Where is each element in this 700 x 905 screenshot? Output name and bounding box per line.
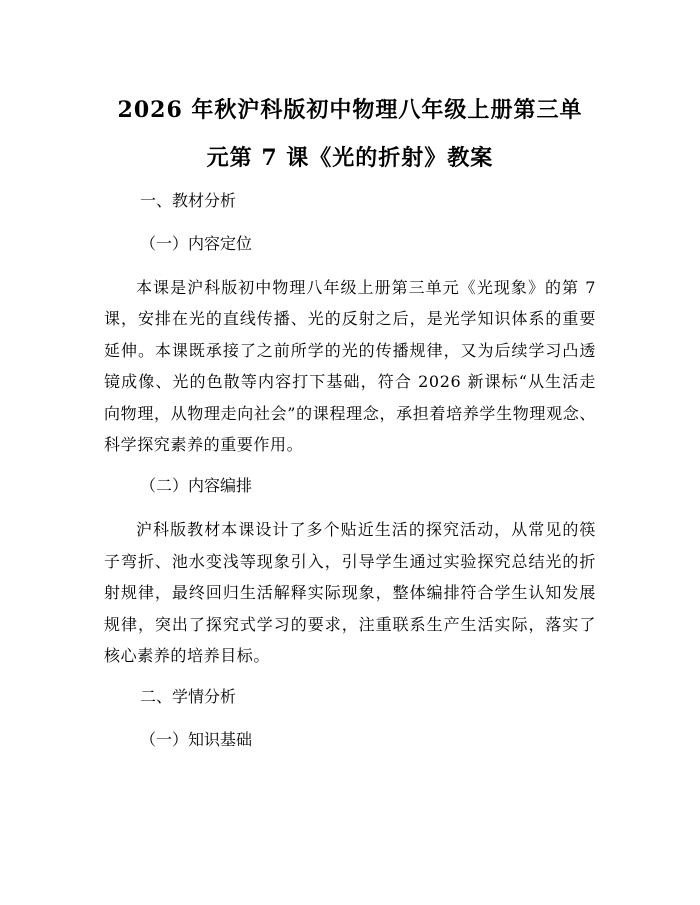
subsection-heading-knowledge-base: （一）知识基础 bbox=[140, 730, 253, 750]
section-heading-textbook-analysis: 一、教材分析 bbox=[140, 191, 237, 210]
subsection-heading-content-arrangement: （二）内容编排 bbox=[140, 476, 253, 496]
document-body bbox=[104, 186, 596, 768]
title-line-2: 元第 7 课《光的折射》教案 bbox=[206, 145, 494, 171]
title-line-1: 2026 年秋沪科版初中物理八年级上册第三单 bbox=[117, 97, 583, 123]
paragraph-content-arrangement: 沪科版教材本课设计了多个贴近生活的探究活动，从常见的筷子弯折、池水变浅等现象引入，引导学生通过实验探究总结光的折射规律，最终回归生活解释实际现象，整体编排符合学生认知发展规律，突出了探究式学习的要求，注重联系生产生活实际，落实了核心素养的培养目标。 bbox=[104, 520, 596, 666]
section-heading-learner-analysis: 二、学情分析 bbox=[140, 687, 237, 707]
subsection-heading-content-positioning: （一）内容定位 bbox=[140, 234, 253, 253]
paragraph-content-positioning: 本课是沪科版初中物理八年级上册第三单元《光现象》的第 7 课，安排在光的直线传播、光的反射之后，是光学知识体系的重要延伸。本课既承接了之前所学的光的传播规律，又为后续学习凸透镜成像、光的色散等内容打下基础，符合 2026 新课标“从生活走向物理，从物理走向社会”的课程理念，承担着培养学生物理观念、科学探究素养的重要作用。 bbox=[104, 278, 596, 455]
document-title bbox=[100, 86, 600, 182]
